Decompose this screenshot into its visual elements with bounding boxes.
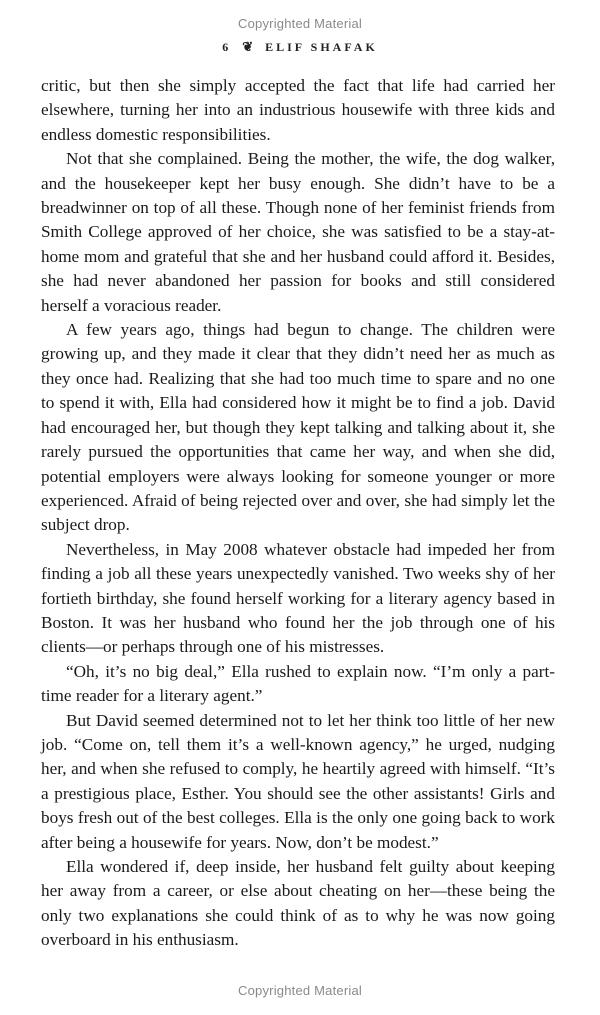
paragraph: A few years ago, things had begun to change. The children were growing up, and they made it clear that they didn’t need her as much as they once had. Realizing that she had too much time to spare and no one to spend it with, Ella had considered how it might be to find a job. David had encouraged her, but though they kept talking and talking about it, she rarely pursued the opportunities that came her way, and when she did, potential employers were always looking for someone younger or more experienced. Afraid of being rejected over and over, she had simply let the subject drop. bbox=[41, 320, 555, 535]
watermark-bottom: Copyrighted Material bbox=[238, 983, 362, 998]
running-head bbox=[0, 39, 600, 55]
watermark-top: Copyrighted Material bbox=[238, 16, 362, 31]
paragraph: Nevertheless, in May 2008 whatever obstacle had impeded her from finding a job all these years unexpectedly vanished. Two weeks shy of her fortieth birthday, she found herself working for a literary agency based in Boston. It was her husband who found her the job through one of his clients—or perhaps through one of his mistresses. bbox=[41, 539, 555, 657]
paragraph: Ella wondered if, deep inside, her husband felt guilty about keeping her away from a career, or else about cheating on her—these being the only two explanations she could think of as to why he was now going overboard in his enthusiasm. bbox=[41, 857, 555, 950]
paragraph: But David seemed determined not to let her think too little of her new job. “Come on, tell them it’s a well-known agency,” he urged, nudging her, and when she refused to comply, he heartily agreed with himself. “It’s a prestigious place, Esther. You should see the other assistants! Girls and boys fresh out of the best colleges. Ella is the only one going back to work after being a housewife for years. Now, don’t be modest.” bbox=[41, 710, 555, 852]
page-number: 6 bbox=[222, 39, 229, 54]
paragraph: “Oh, it’s no big deal,” Ella rushed to explain now. “I’m only a part-time reader for a literary agent.” bbox=[41, 661, 555, 706]
rose-ornament-icon: ❦ bbox=[242, 39, 254, 54]
author-name: ELIF SHAFAK bbox=[265, 39, 378, 54]
paragraph: Not that she complained. Being the mother, the wife, the dog walker, and the housekeeper kept her busy enough. She didn’t have to be a breadwinner on top of all these. Though none of her feminist friends from Smith College approved of her choice, she was satisfied to be a stay-at-home mom and grateful that she and her husband could afford it. Besides, she had never abandoned her passion for books and still considered herself a voracious reader. bbox=[41, 149, 555, 315]
paragraph: critic, but then she simply accepted the fact that life had carried her elsewhere, turning her into an industrious housewife with three kids and endless domestic responsibilities. bbox=[41, 76, 555, 144]
body-text bbox=[41, 74, 555, 953]
